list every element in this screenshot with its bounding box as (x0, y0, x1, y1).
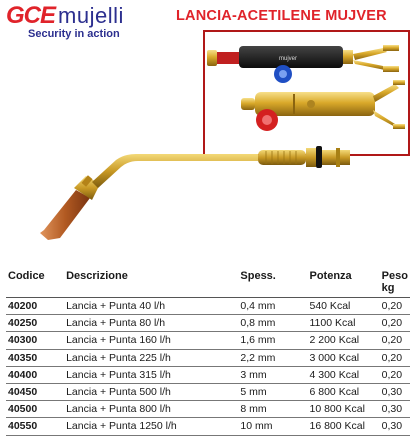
cell-power: 16 800 Kcal (308, 418, 380, 435)
header-potenza: Potenza (308, 268, 380, 298)
cell-power: 4 300 Kcal (308, 366, 380, 383)
cell-code: 40400 (6, 366, 64, 383)
cell-thickness: 1,6 mm (238, 332, 307, 349)
cell-description: Lancia + Punta 225 l/h (64, 349, 238, 366)
cell-thickness: 0,8 mm (238, 315, 307, 332)
table-row (6, 418, 410, 435)
table-row (6, 366, 410, 383)
cell-weight: 0,20 (380, 332, 410, 349)
table-header-row (6, 268, 410, 298)
table-row (6, 383, 410, 400)
brand-tagline: Security in action (28, 28, 120, 40)
cell-thickness: 10 mm (238, 418, 307, 435)
cell-weight: 0,20 (380, 366, 410, 383)
cell-thickness: 8 mm (238, 401, 307, 418)
header-descrizione: Descrizione (64, 268, 238, 298)
table-row (6, 298, 410, 315)
gce-logo-text: GCE (6, 2, 56, 29)
photo-brand-label: mujver (279, 56, 298, 62)
cell-power: 540 Kcal (308, 298, 380, 315)
cell-description: Lancia + Punta 80 l/h (64, 315, 238, 332)
cell-thickness: 5 mm (238, 383, 307, 400)
cell-code: 40550 (6, 418, 64, 435)
table-row (6, 349, 410, 366)
cell-thickness: 3 mm (238, 366, 307, 383)
header-peso: Peso kg (380, 268, 410, 298)
cell-power: 1100 Kcal (308, 315, 380, 332)
cell-weight: 0,20 (380, 298, 410, 315)
lance-tip-illustration (8, 130, 408, 250)
cell-weight: 0,30 (380, 383, 410, 400)
page-title: LANCIA-ACETILENE MUJVER (176, 8, 387, 24)
cell-code: 40200 (6, 298, 64, 315)
cell-thickness: 0,4 mm (238, 298, 307, 315)
cell-description: Lancia + Punta 40 l/h (64, 298, 238, 315)
cell-code: 40250 (6, 315, 64, 332)
cell-power: 6 800 Kcal (308, 383, 380, 400)
cell-weight: 0,20 (380, 349, 410, 366)
cell-code: 40450 (6, 383, 64, 400)
brand-logo (6, 2, 166, 50)
cell-thickness: 2,2 mm (238, 349, 307, 366)
header-codice: Codice (6, 268, 64, 298)
cell-description: Lancia + Punta 800 l/h (64, 401, 238, 418)
cell-code: 40500 (6, 401, 64, 418)
cell-weight: 0,30 (380, 418, 410, 435)
cell-description: Lancia + Punta 315 l/h (64, 366, 238, 383)
cell-description: Lancia + Punta 500 l/h (64, 383, 238, 400)
cell-power: 2 200 Kcal (308, 332, 380, 349)
table-row (6, 332, 410, 349)
table-row (6, 401, 410, 418)
cell-power: 3 000 Kcal (308, 349, 380, 366)
cell-power: 10 800 Kcal (308, 401, 380, 418)
cell-code: 40350 (6, 349, 64, 366)
cell-weight: 0,30 (380, 401, 410, 418)
cell-description: Lancia + Punta 1250 l/h (64, 418, 238, 435)
table-row (6, 315, 410, 332)
header-spessore: Spess. (238, 268, 307, 298)
mujelli-logo-text: mujelli (58, 3, 124, 28)
cell-weight: 0,20 (380, 315, 410, 332)
cell-description: Lancia + Punta 160 l/h (64, 332, 238, 349)
cell-code: 40300 (6, 332, 64, 349)
product-table (6, 268, 410, 436)
